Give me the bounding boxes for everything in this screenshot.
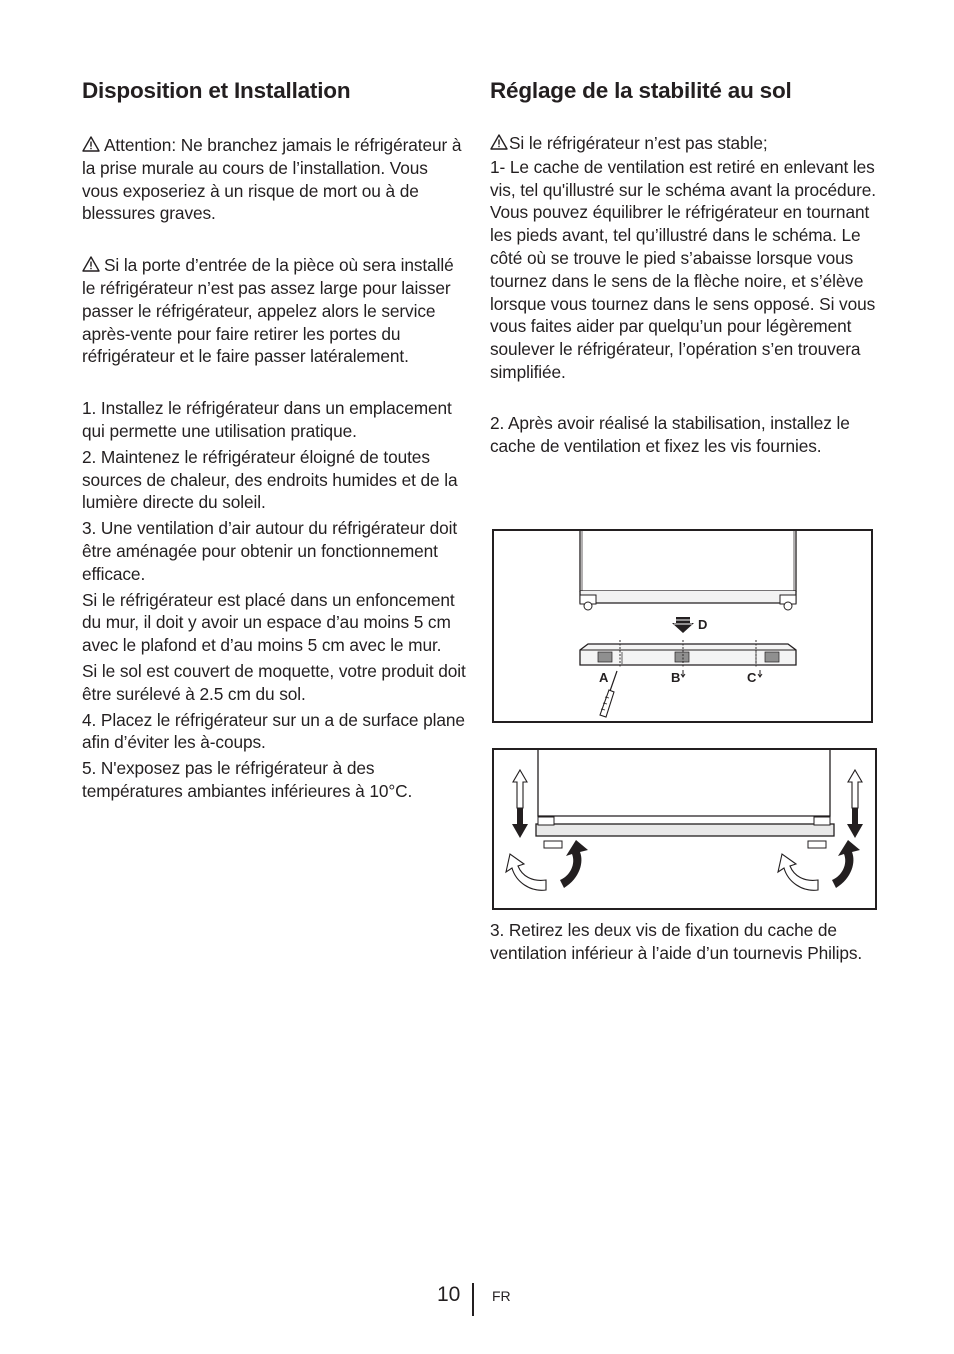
list-item: 5. N'exposez pas le réfrigérateur à des températures ambiantes inférieures à 10°C. (82, 758, 413, 801)
warning-triangle-icon (82, 136, 100, 152)
right-height-arrows (847, 770, 863, 838)
label-c: C (747, 670, 757, 685)
language-code: FR (492, 1288, 511, 1304)
left-height-arrows (512, 770, 528, 838)
stability-step-3: 3. Retirez les deux vis de fixation du cache de ventilation inférieur à l’aide d’un tournevis Philips. (490, 920, 863, 963)
right-column (490, 76, 876, 457)
list-item: 3. Une ventilation d’air autour du réfrigérateur doit être aménagée pour obtenir un fonctionnement efficace. (82, 518, 458, 584)
warning-paragraph-2 (82, 254, 466, 368)
stability-warning (490, 132, 876, 155)
page-number: 10 (437, 1283, 461, 1306)
list-item: 1. Installez le réfrigérateur dans un emplacement qui permette une utilisation pratique. (82, 398, 452, 441)
list-item: 2. Maintenez le réfrigérateur éloigné de toutes sources de chaleur, des endroits humides et de la lumière directe du soleil. (82, 446, 458, 513)
ventilation-cover-illustration (494, 531, 871, 721)
warning-text-2: Si la porte d’entrée de la pièce où sera installé le réfrigérateur n’est pas assez large pour laisser passer le réfrigérateur, appelez alors le service après-vente pour faire retirer les portes du réfrigérateur et le faire passer latéralement. (82, 255, 454, 367)
adjustable-feet-diagram (492, 748, 877, 910)
ventilation-cover-diagram (492, 529, 873, 723)
list-item: Si le sol est couvert de moquette, votre produit doit être surélevé à 2.5 cm du sol. (82, 660, 466, 704)
list-item: Si le réfrigérateur est placé dans un enfoncement du mur, il doit y avoir un espace d’au moins 5 cm avec le plafond et d’au moins 5 cm avec le mur. (82, 589, 455, 656)
stability-warning-text: Si le réfrigérateur n’est pas stable; (509, 133, 768, 153)
warning-triangle-icon (82, 256, 100, 272)
stability-step-2: 2. Après avoir réalisé la stabilisation, installez le cache de ventilation et fixez les vis fournies. (490, 412, 850, 456)
label-b: B (671, 670, 681, 685)
warning-text-1: Attention: Ne branchez jamais le réfrigérateur à la prise murale au cours de l’installation. Vous vous exposeriez à un risque de mort ou à de blessures graves. (82, 135, 462, 224)
label-a: A (599, 670, 609, 685)
warning-triangle-icon (490, 134, 508, 150)
footer-divider (472, 1283, 474, 1316)
adjustable-feet-illustration (494, 750, 875, 908)
label-d: D (698, 617, 708, 632)
warning-paragraph-1 (82, 134, 466, 225)
section-heading-installation: Disposition et Installation (82, 78, 351, 103)
left-column (82, 76, 466, 803)
list-item: 4. Placez le réfrigérateur sur un a de surface plane afin d’éviter les à-coups. (82, 709, 465, 753)
page-footer (0, 1282, 954, 1318)
stability-step-1: 1- Le cache de ventilation est retiré en enlevant les vis, tel qu'illustré sur le schéma avant la procédure. Vous pouvez équilibrer le réfrigérateur en tournant les pieds avant, tel qu’illustré dans le schéma. Le côté où se trouve le pied s’abaisse lorsque vous tournez dans le sens de la flèche noire, et s’élève lorsque vous tournez dans le sens opposé. Si vous vous faites aider par quelqu’un pour légèrement soulever le réfrigérateur, l’opération s’en trouvera simplifiée. (490, 156, 876, 382)
section-heading-stability: Réglage de la stabilité au sol (490, 78, 792, 103)
